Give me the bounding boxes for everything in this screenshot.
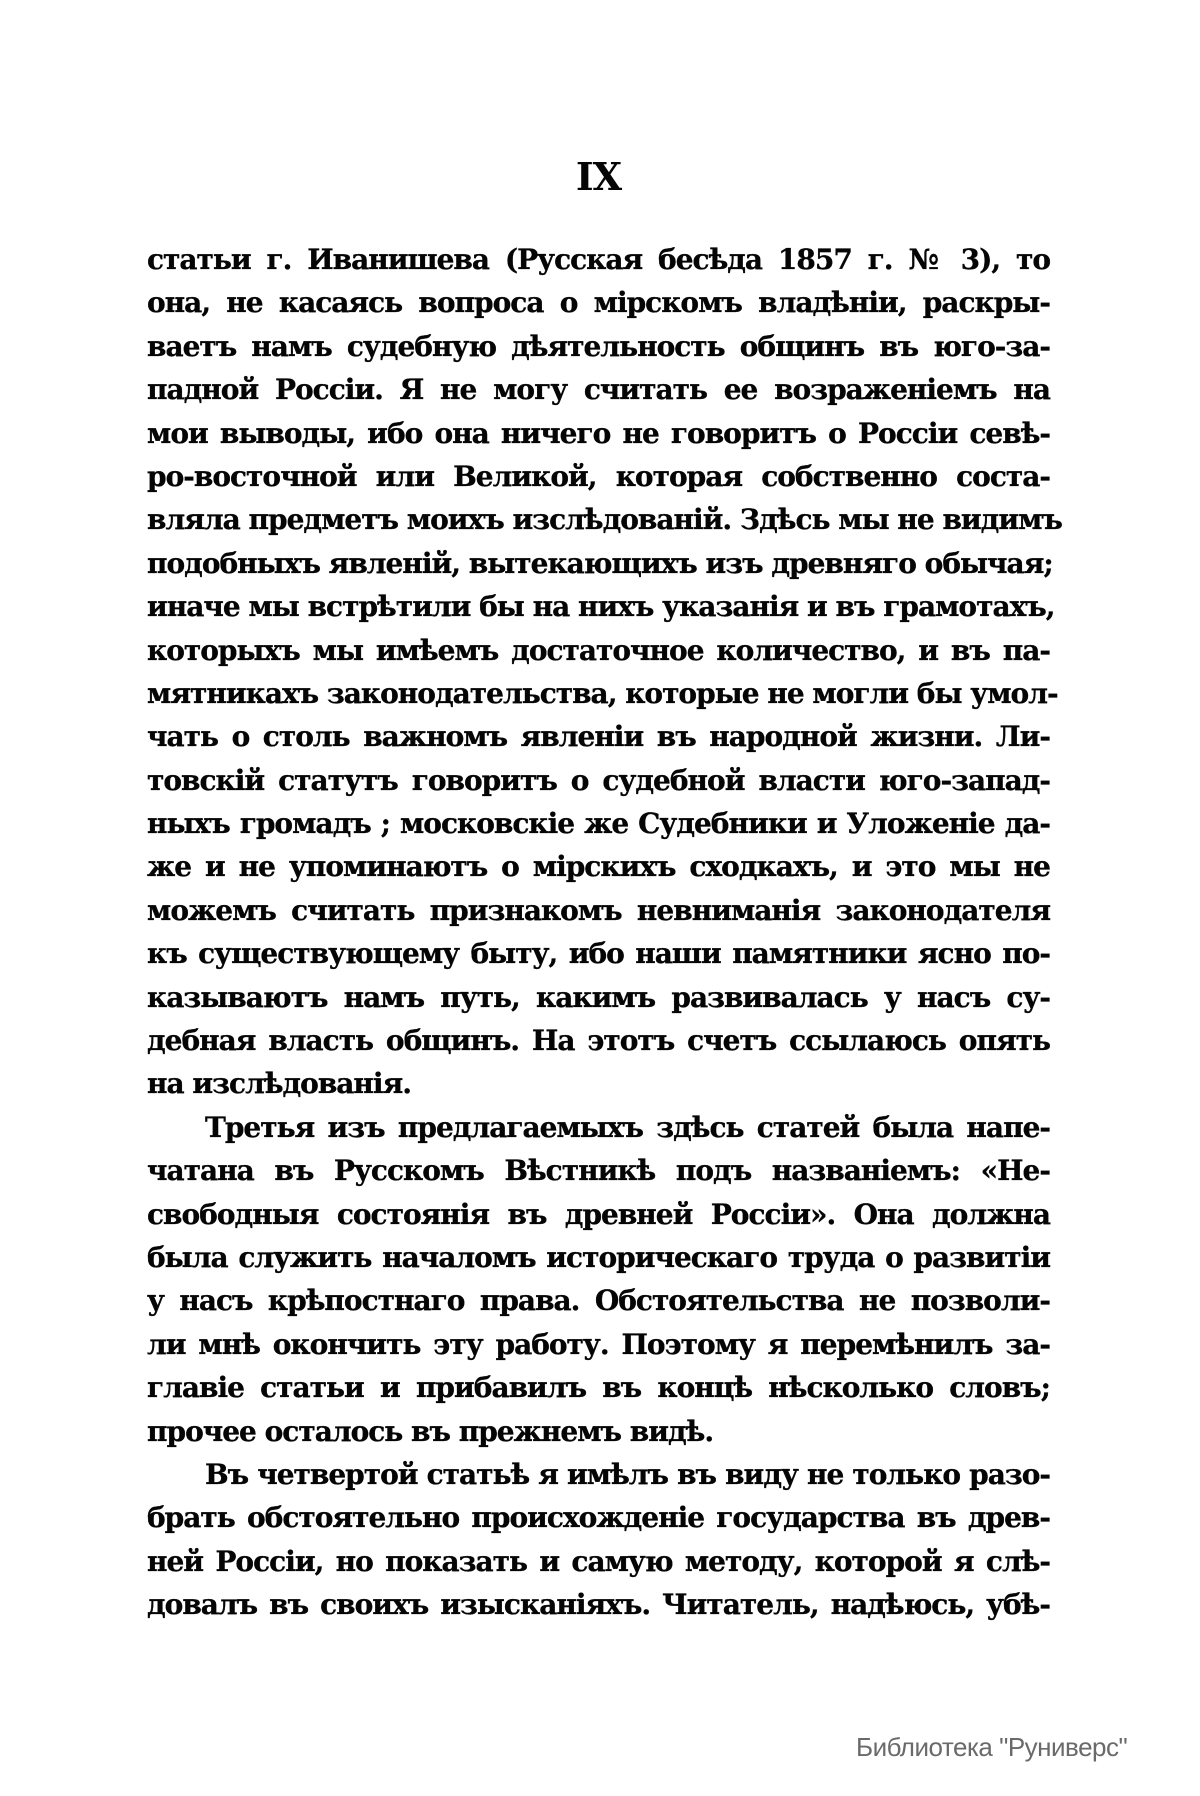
library-watermark: Библиотека "Руниверс" <box>856 1732 1128 1762</box>
text-line: можемъ считать признакомъ невниманія законодателя <box>147 893 1050 927</box>
text-line: падной Россіи. Я не могу считать ее возраженіемъ на <box>147 373 1050 407</box>
text-line: же и не упоминаютъ о мірскихъ сходкахъ, и это мы не <box>147 850 1050 884</box>
text-line: мятникахъ законодательства, которые не могли бы умол- <box>147 676 1058 710</box>
text-line: иначе мы встрѣтили бы на нихъ указанія и въ грамотахъ, <box>147 590 1055 624</box>
text-line: Въ четвертой статьѣ я имѣлъ въ виду не только разо- <box>205 1457 1050 1491</box>
paragraph-1 <box>147 238 1062 1106</box>
page-number: IX <box>575 154 622 199</box>
text-line: чать о столь важномъ явленіи въ народной жизни. Ли- <box>147 720 1050 754</box>
text-line: статьи г. Иванишева (Русская бесѣда 1857 г. № 3), то <box>147 243 1050 276</box>
text-line: Третья изъ предлагаемыхъ здѣсь статей была напе- <box>205 1110 1050 1144</box>
text-line: товскій статутъ говоритъ о судебной власти юго-запад- <box>147 763 1050 797</box>
text-line: къ существующему быту, ибо наши памятники ясно по- <box>147 937 1050 971</box>
text-line: ныхъ громадъ ; московскіе же Судебники и Уложеніе да- <box>147 807 1050 841</box>
paragraph-2 <box>147 1106 1050 1453</box>
text-line: ли мнѣ окончить эту работу. Поэтому я перемѣнилъ за- <box>147 1327 1050 1361</box>
text-line: главіе статьи и прибавилъ въ концѣ нѣсколько словъ; <box>147 1371 1050 1405</box>
text-line: довалъ въ своихъ изысканіяхъ. Читатель, надѣюсь, убѣ- <box>147 1588 1050 1622</box>
paragraph-3 <box>147 1453 1050 1627</box>
text-line: она, не касаясь вопроса о мірскомъ владѣніи, раскры- <box>147 286 1050 320</box>
text-line: на изслѣдованія. <box>147 1067 411 1101</box>
text-block <box>147 238 1062 1627</box>
text-line: чатана въ Русскомъ Вѣстникѣ подъ названіемъ: «Не- <box>147 1154 1050 1188</box>
text-line: свободныя состоянія въ древней Россіи». Она должна <box>147 1197 1050 1231</box>
text-line: вляла предметъ моихъ изслѣдованій. Здѣсь мы не видимъ <box>147 503 1062 537</box>
text-line: у насъ крѣпостнаго права. Обстоятельства не позволи- <box>147 1284 1050 1318</box>
text-line: мои выводы, ибо она ничего не говоритъ о Россіи севѣ- <box>147 416 1050 450</box>
text-line: прочее осталось въ прежнемъ видѣ. <box>147 1414 714 1448</box>
text-line: ро-восточной или Великой, которая собственно соста- <box>147 459 1050 493</box>
text-line: ваетъ намъ судебную дѣятельность общинъ въ юго-за- <box>147 329 1050 363</box>
text-line: казываютъ намъ путь, какимъ развивалась у насъ су- <box>147 980 1050 1014</box>
text-line: которыхъ мы имѣемъ достаточное количество, и въ па- <box>147 633 1050 667</box>
text-line: была служить началомъ историческаго труда о развитіи <box>147 1240 1050 1274</box>
text-line: дебная власть общинъ. На этотъ счетъ ссылаюсь опять <box>147 1024 1050 1058</box>
text-line: подобныхъ явленій, вытекающихъ изъ древняго обычая; <box>147 546 1053 580</box>
text-line: брать обстоятельно происхожденіе государства въ древ- <box>147 1501 1050 1535</box>
text-line: ней Россіи, но показать и самую методу, которой я слѣ- <box>147 1544 1050 1578</box>
